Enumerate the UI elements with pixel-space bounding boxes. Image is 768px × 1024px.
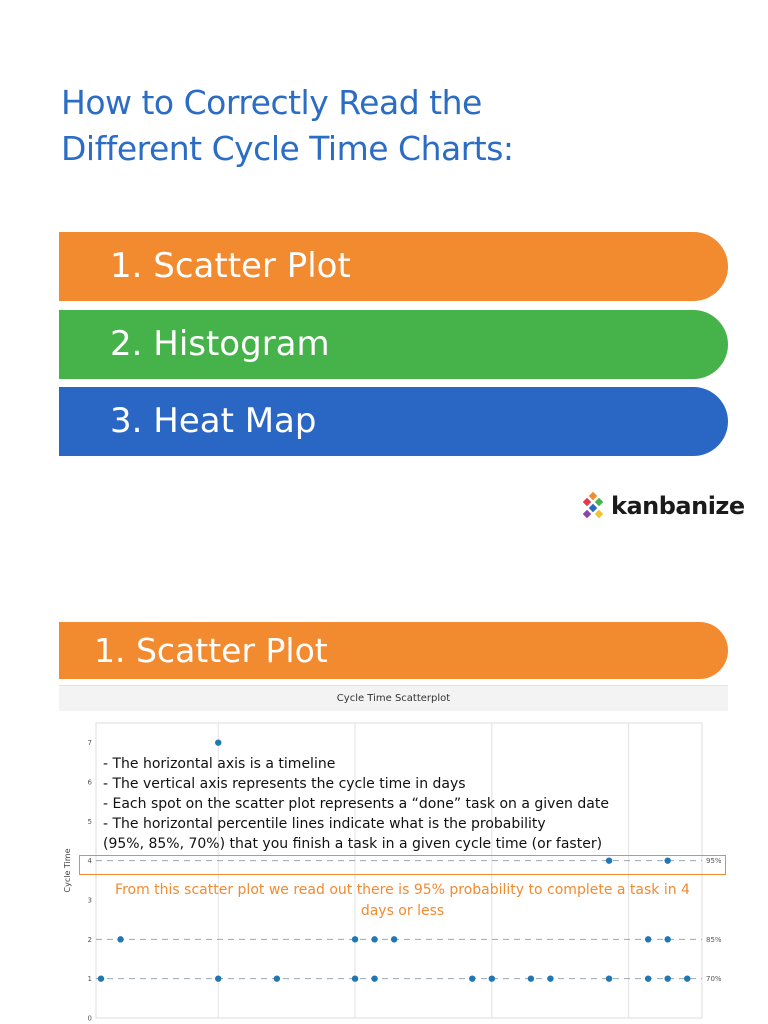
y-tick-label: 4 [87, 857, 92, 866]
note-line: - The horizontal axis is a timeline [103, 756, 336, 772]
y-tick-label: 6 [87, 778, 92, 787]
data-point [371, 975, 377, 981]
chart-title: Cycle Time Scatterplot [59, 685, 728, 711]
note-line: - The vertical axis represents the cycle time in days [103, 776, 466, 792]
data-point [645, 975, 651, 981]
section-title: 1. Scatter Plot [59, 622, 728, 679]
data-point [215, 975, 221, 981]
data-point [469, 975, 475, 981]
kanbanize-logo [580, 490, 745, 522]
percentile-label: 95% [706, 857, 722, 866]
data-point [117, 936, 123, 942]
page-title [61, 80, 681, 172]
data-point [547, 975, 553, 981]
menu-item-scatter-plot[interactable]: 1. Scatter Plot [59, 232, 728, 301]
data-point [274, 975, 280, 981]
percentile-label: 85% [706, 935, 722, 944]
data-point [645, 936, 651, 942]
y-tick-label: 5 [87, 817, 92, 826]
y-tick-label: 1 [87, 975, 92, 984]
data-point [98, 975, 104, 981]
y-tick-label: 7 [87, 739, 92, 748]
percentile-label: 70% [706, 975, 722, 984]
data-point [684, 975, 690, 981]
page-title-line-2: Different Cycle Time Charts: [61, 129, 514, 168]
y-tick-label: 0 [87, 1014, 92, 1023]
data-point [352, 975, 358, 981]
data-point [606, 975, 612, 981]
data-point [391, 936, 397, 942]
menu-item-heat-map[interactable]: 3. Heat Map [59, 387, 728, 456]
data-point [664, 936, 670, 942]
data-point [371, 936, 377, 942]
menu-item-histogram[interactable]: 2. Histogram [59, 310, 728, 379]
y-axis-label: Cycle Time [63, 848, 72, 893]
y-tick-label: 2 [87, 935, 92, 944]
conclusion-text: From this scatter plot we read out there is 95% probability to complete a task in 4 days or less [115, 882, 690, 919]
data-point [489, 975, 495, 981]
percentile-highlight-box [79, 855, 726, 875]
y-tick-label: 3 [87, 896, 92, 905]
data-point [215, 739, 221, 745]
data-point [528, 975, 534, 981]
data-point [352, 936, 358, 942]
note-line: (95%, 85%, 70%) that you finish a task in a given cycle time (or faster) [103, 836, 603, 852]
note-line: - The horizontal percentile lines indicate what is the probability [103, 816, 546, 832]
note-line: - Each spot on the scatter plot represents a “done” task on a given date [103, 796, 609, 812]
kanbanize-logo-text: kanbanize [611, 492, 745, 520]
page-title-line-1: How to Correctly Read the [61, 83, 482, 122]
kanbanize-logo-icon [580, 492, 608, 520]
data-point [664, 975, 670, 981]
chart-notes [103, 754, 663, 854]
